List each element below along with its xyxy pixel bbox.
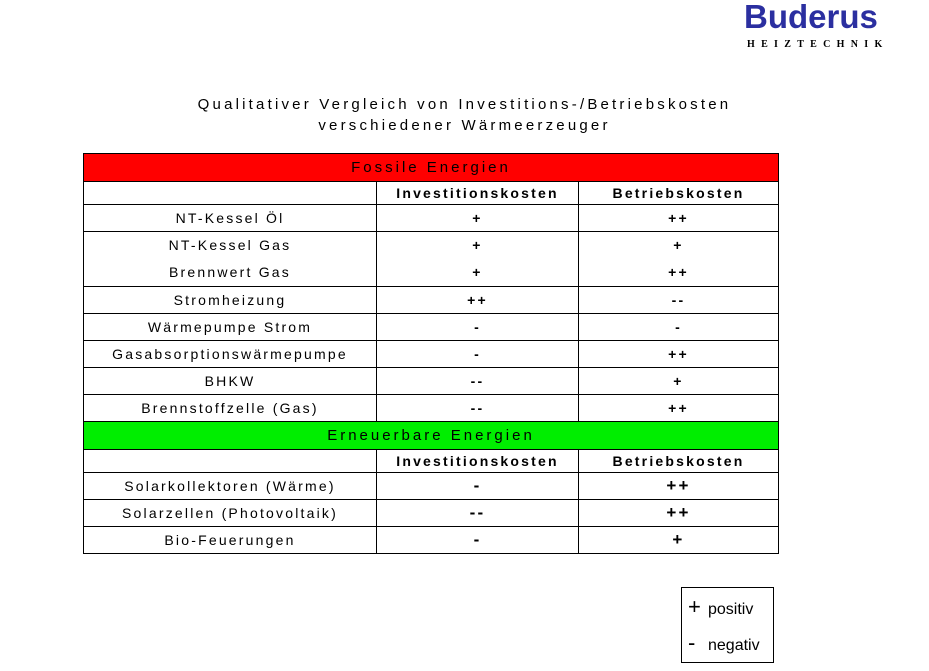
category-renewable: Erneuerbare Energien bbox=[84, 422, 779, 450]
legend-box bbox=[681, 587, 774, 663]
row-betrieb: ++ bbox=[579, 341, 779, 368]
row-name: Solarkollektoren (Wärme) bbox=[84, 473, 377, 500]
row-name: Gasabsorptionswärmepumpe bbox=[84, 341, 377, 368]
row-invest-gas: + bbox=[472, 237, 483, 253]
row-name: Wärmepumpe Strom bbox=[84, 314, 377, 341]
row-invest: - bbox=[377, 473, 579, 500]
header-betrieb: Betriebskosten bbox=[579, 182, 779, 205]
legend-negative bbox=[688, 630, 760, 656]
page-title-line2: verschiedener Wärmeerzeuger bbox=[318, 117, 611, 134]
header-betrieb: Betriebskosten bbox=[579, 450, 779, 473]
buderus-logo bbox=[744, 0, 929, 50]
row-betrieb: - bbox=[579, 314, 779, 341]
row-invest-brennwert: + bbox=[472, 264, 483, 280]
row-invest: -- bbox=[377, 368, 579, 395]
category-fossil: Fossile Energien bbox=[84, 154, 779, 182]
row-name: Bio-Feuerungen bbox=[84, 527, 377, 554]
table-row bbox=[84, 287, 779, 314]
row-invest: - bbox=[377, 314, 579, 341]
row-betrieb-gas: + bbox=[673, 237, 684, 253]
row-name-brennwert: Brennwert Gas bbox=[169, 264, 291, 280]
row-invest bbox=[377, 232, 579, 287]
row-name-gas: NT-Kessel Gas bbox=[168, 237, 292, 253]
row-betrieb: ++ bbox=[579, 205, 779, 232]
row-name bbox=[84, 232, 377, 287]
table-row bbox=[84, 395, 779, 422]
row-betrieb: ++ bbox=[579, 395, 779, 422]
row-invest: + bbox=[377, 205, 579, 232]
header-invest: Investitionskosten bbox=[377, 450, 579, 473]
header-row-fossil bbox=[84, 182, 779, 205]
row-name: NT-Kessel Öl bbox=[84, 205, 377, 232]
legend-positive-label: positiv bbox=[708, 601, 754, 618]
table-row bbox=[84, 527, 779, 554]
header-invest: Investitionskosten bbox=[377, 182, 579, 205]
row-betrieb: + bbox=[579, 527, 779, 554]
legend-negative-label: negativ bbox=[708, 637, 760, 654]
page-title-line1: Qualitativer Vergleich von Investitions-/Betriebskosten bbox=[197, 96, 732, 113]
table-row bbox=[84, 314, 779, 341]
table-row bbox=[84, 341, 779, 368]
row-invest: -- bbox=[377, 500, 579, 527]
category-row-renewable bbox=[84, 422, 779, 450]
row-invest: - bbox=[377, 341, 579, 368]
row-name: BHKW bbox=[84, 368, 377, 395]
header-row-renewable bbox=[84, 450, 779, 473]
row-name: Solarzellen (Photovoltaik) bbox=[84, 500, 377, 527]
comparison-table bbox=[83, 153, 779, 554]
header-empty bbox=[84, 182, 377, 205]
row-betrieb: + bbox=[579, 368, 779, 395]
legend-positive bbox=[688, 594, 753, 620]
category-row-fossil bbox=[84, 154, 779, 182]
row-invest: -- bbox=[377, 395, 579, 422]
logo-brand: Buderus bbox=[744, 0, 878, 35]
logo-subtitle: HEIZTECHNIK bbox=[747, 39, 889, 50]
row-betrieb: -- bbox=[579, 287, 779, 314]
row-betrieb-brennwert: ++ bbox=[668, 264, 689, 280]
row-name: Stromheizung bbox=[84, 287, 377, 314]
legend-negative-symbol: - bbox=[688, 630, 696, 655]
table-row bbox=[84, 473, 779, 500]
table-row bbox=[84, 232, 779, 287]
table-row bbox=[84, 368, 779, 395]
row-invest: ++ bbox=[377, 287, 579, 314]
row-name: Brennstoffzelle (Gas) bbox=[84, 395, 377, 422]
row-betrieb bbox=[579, 232, 779, 287]
header-empty bbox=[84, 450, 377, 473]
row-betrieb: ++ bbox=[579, 500, 779, 527]
row-betrieb: ++ bbox=[579, 473, 779, 500]
legend-positive-symbol: + bbox=[688, 594, 701, 619]
table-row bbox=[84, 205, 779, 232]
row-invest: - bbox=[377, 527, 579, 554]
table-row bbox=[84, 500, 779, 527]
